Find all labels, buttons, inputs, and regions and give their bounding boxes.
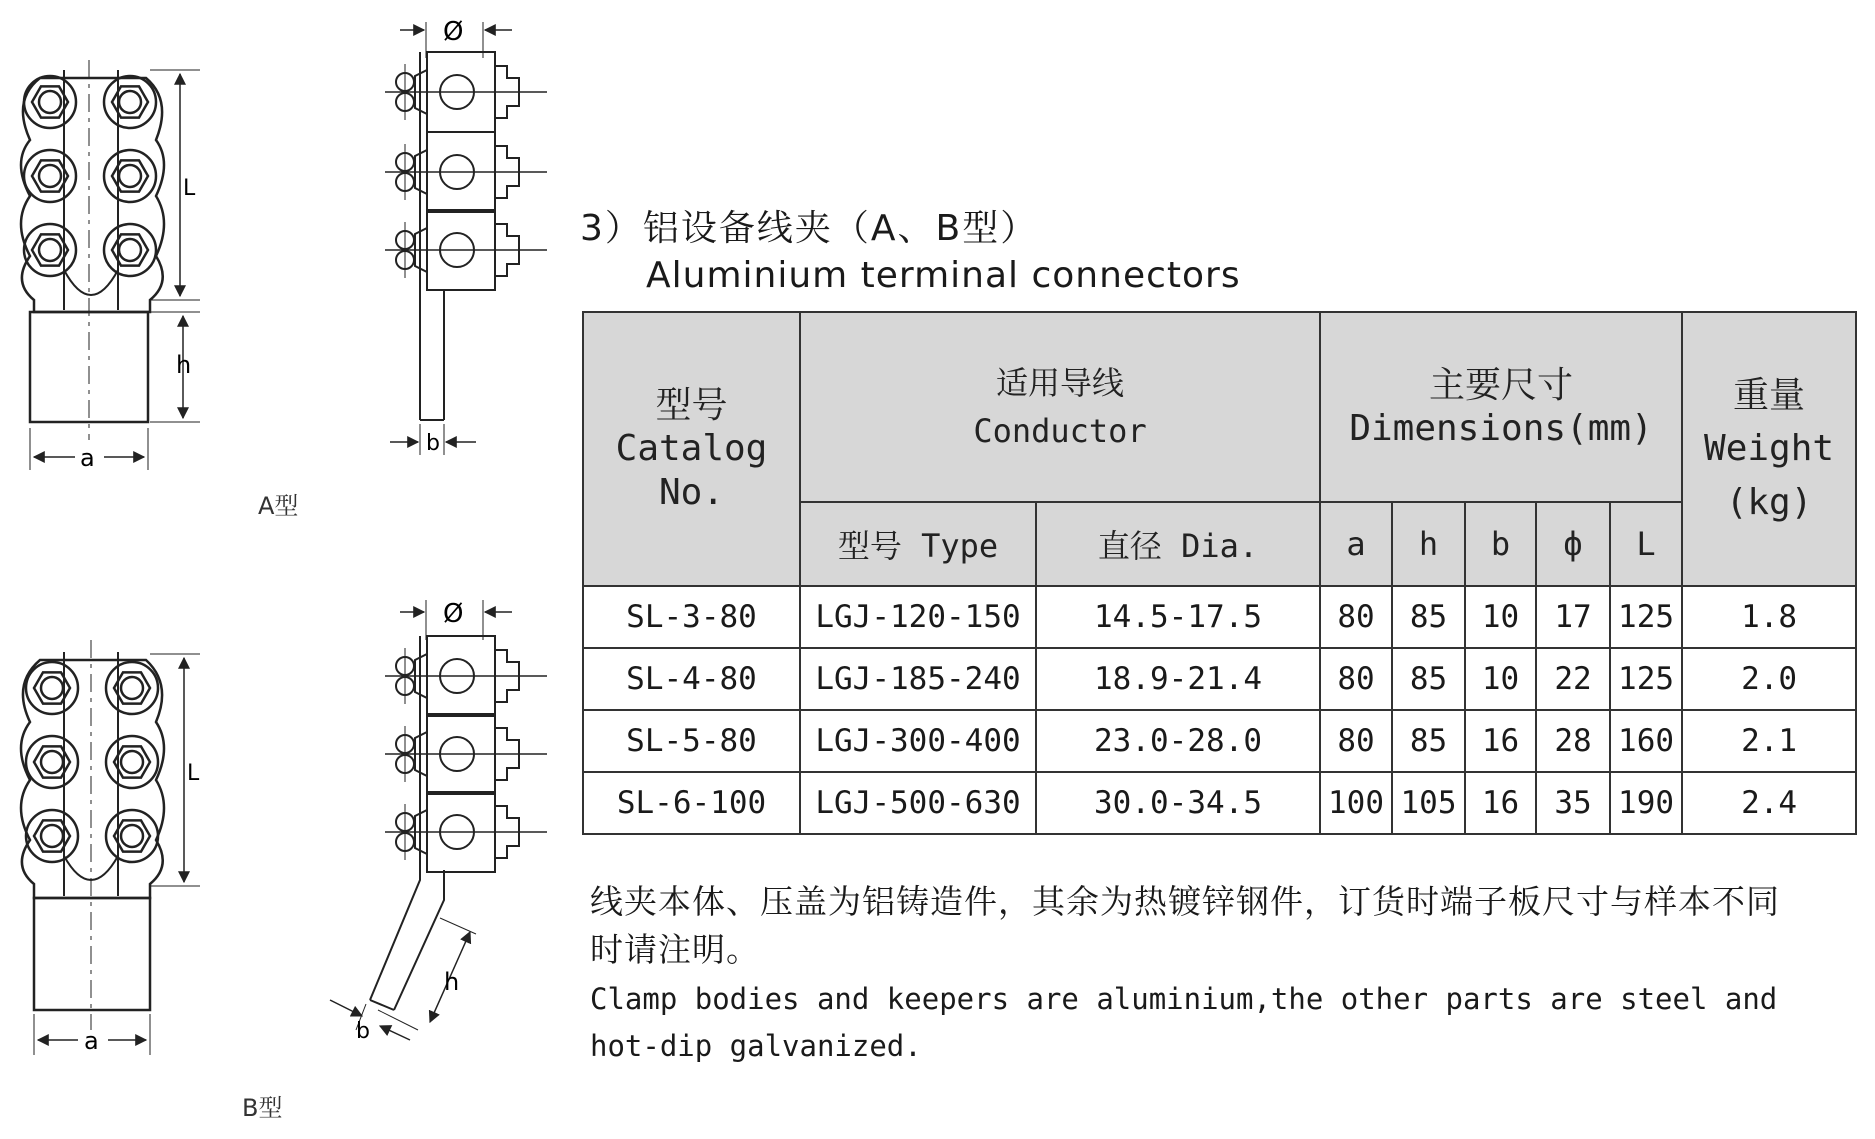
cell-weight: 2.0	[1682, 648, 1856, 710]
cell-weight: 2.4	[1682, 772, 1856, 834]
dim-label-phi-a: Ø	[443, 17, 464, 47]
cell-phi: 35	[1536, 772, 1610, 834]
cell-a: 80	[1320, 710, 1392, 772]
note-chinese-line2: 时请注明。	[590, 930, 760, 969]
cell-type: LGJ-120-150	[800, 586, 1036, 648]
a-type-side-view	[385, 17, 547, 456]
header-type: 型号 Type	[800, 502, 1036, 586]
dim-label-a: a	[80, 444, 95, 472]
dim-label-a-b: a	[84, 1027, 99, 1055]
cell-type: LGJ-185-240	[800, 648, 1036, 710]
cell-dia: 23.0-28.0	[1036, 710, 1320, 772]
header-phi: ф	[1536, 502, 1610, 586]
b-type-side-view	[330, 599, 547, 1044]
header-catalog-no: No.	[658, 471, 725, 513]
note-english-line1: Clamp bodies and keepers are aluminium,the other parts are steel and	[590, 982, 1778, 1016]
dim-label-phi-b: Ø	[443, 599, 464, 629]
cell-catalog: SL-3-80	[583, 586, 800, 648]
header-weight-unit: (kg)	[1725, 481, 1813, 523]
note-section	[590, 878, 1810, 1070]
cell-phi: 28	[1536, 710, 1610, 772]
cell-phi: 17	[1536, 586, 1610, 648]
header-weight	[1682, 312, 1856, 586]
header-b: b	[1465, 502, 1536, 586]
b-type-front-view	[21, 640, 200, 1055]
cell-a: 80	[1320, 648, 1392, 710]
cell-b: 10	[1465, 586, 1536, 648]
cell-type: LGJ-300-400	[800, 710, 1036, 772]
note-chinese-line1: 线夹本体、压盖为铝铸造件，其余为热镀锌钢件，订货时端子板尺寸与样本不同	[590, 882, 1780, 921]
table-row	[583, 772, 1856, 834]
cell-phi: 22	[1536, 648, 1610, 710]
table-row	[583, 648, 1856, 710]
header-catalog	[583, 312, 800, 586]
header-catalog-zh: 型号	[655, 385, 728, 427]
a-type-label: A型	[258, 492, 299, 520]
cell-h: 85	[1392, 586, 1465, 648]
b-type-label: B型	[242, 1094, 283, 1122]
dim-label-h: h	[176, 351, 192, 379]
header-conductor	[800, 312, 1320, 502]
a-type-front-view	[21, 60, 200, 472]
cell-weight: 1.8	[1682, 586, 1856, 648]
cell-catalog: SL-6-100	[583, 772, 800, 834]
header-dimensions-zh: 主要尺寸	[1429, 364, 1574, 406]
header-dimensions	[1320, 312, 1682, 502]
title-english: Aluminium terminal connectors	[646, 255, 1241, 296]
connector-drawings-svg	[0, 0, 560, 1139]
cell-dia: 18.9-21.4	[1036, 648, 1320, 710]
header-dia: 直径 Dia.	[1036, 502, 1320, 586]
dim-label-b-a: b	[426, 431, 440, 456]
header-a: a	[1320, 502, 1392, 586]
technical-drawings	[0, 0, 560, 1139]
cell-a: 80	[1320, 586, 1392, 648]
header-weight-zh: 重量	[1733, 375, 1806, 417]
cell-L: 160	[1610, 710, 1682, 772]
dim-label-b-b: b	[356, 1019, 370, 1044]
cell-h: 85	[1392, 710, 1465, 772]
title-chinese: 3）铝设备线夹（A、B型）	[580, 208, 1039, 249]
cell-dia: 14.5-17.5	[1036, 586, 1320, 648]
cell-b: 16	[1465, 710, 1536, 772]
cell-b: 16	[1465, 772, 1536, 834]
table-row	[583, 586, 1856, 648]
spec-table	[582, 311, 1857, 835]
cell-dia: 30.0-34.5	[1036, 772, 1320, 834]
cell-L: 125	[1610, 648, 1682, 710]
header-L: L	[1610, 502, 1682, 586]
section-title	[580, 200, 1241, 296]
dim-label-L: L	[183, 176, 196, 201]
header-weight-en: Weight	[1704, 428, 1835, 470]
cell-L: 190	[1610, 772, 1682, 834]
header-catalog-en: Catalog	[615, 428, 768, 470]
header-conductor-zh: 适用导线	[996, 364, 1125, 402]
cell-catalog: SL-4-80	[583, 648, 800, 710]
cell-L: 125	[1610, 586, 1682, 648]
header-h: h	[1392, 502, 1465, 586]
dim-label-h-b: h	[444, 968, 460, 996]
note-english-line2: hot-dip galvanized.	[590, 1029, 922, 1063]
dim-label-L-b: L	[187, 761, 200, 786]
header-conductor-en: Conductor	[973, 412, 1147, 450]
cell-type: LGJ-500-630	[800, 772, 1036, 834]
cell-h: 105	[1392, 772, 1465, 834]
header-dimensions-en: Dimensions(mm)	[1349, 408, 1653, 449]
table-row	[583, 710, 1856, 772]
cell-weight: 2.1	[1682, 710, 1856, 772]
cell-catalog: SL-5-80	[583, 710, 800, 772]
cell-a: 100	[1320, 772, 1392, 834]
cell-h: 85	[1392, 648, 1465, 710]
cell-b: 10	[1465, 648, 1536, 710]
